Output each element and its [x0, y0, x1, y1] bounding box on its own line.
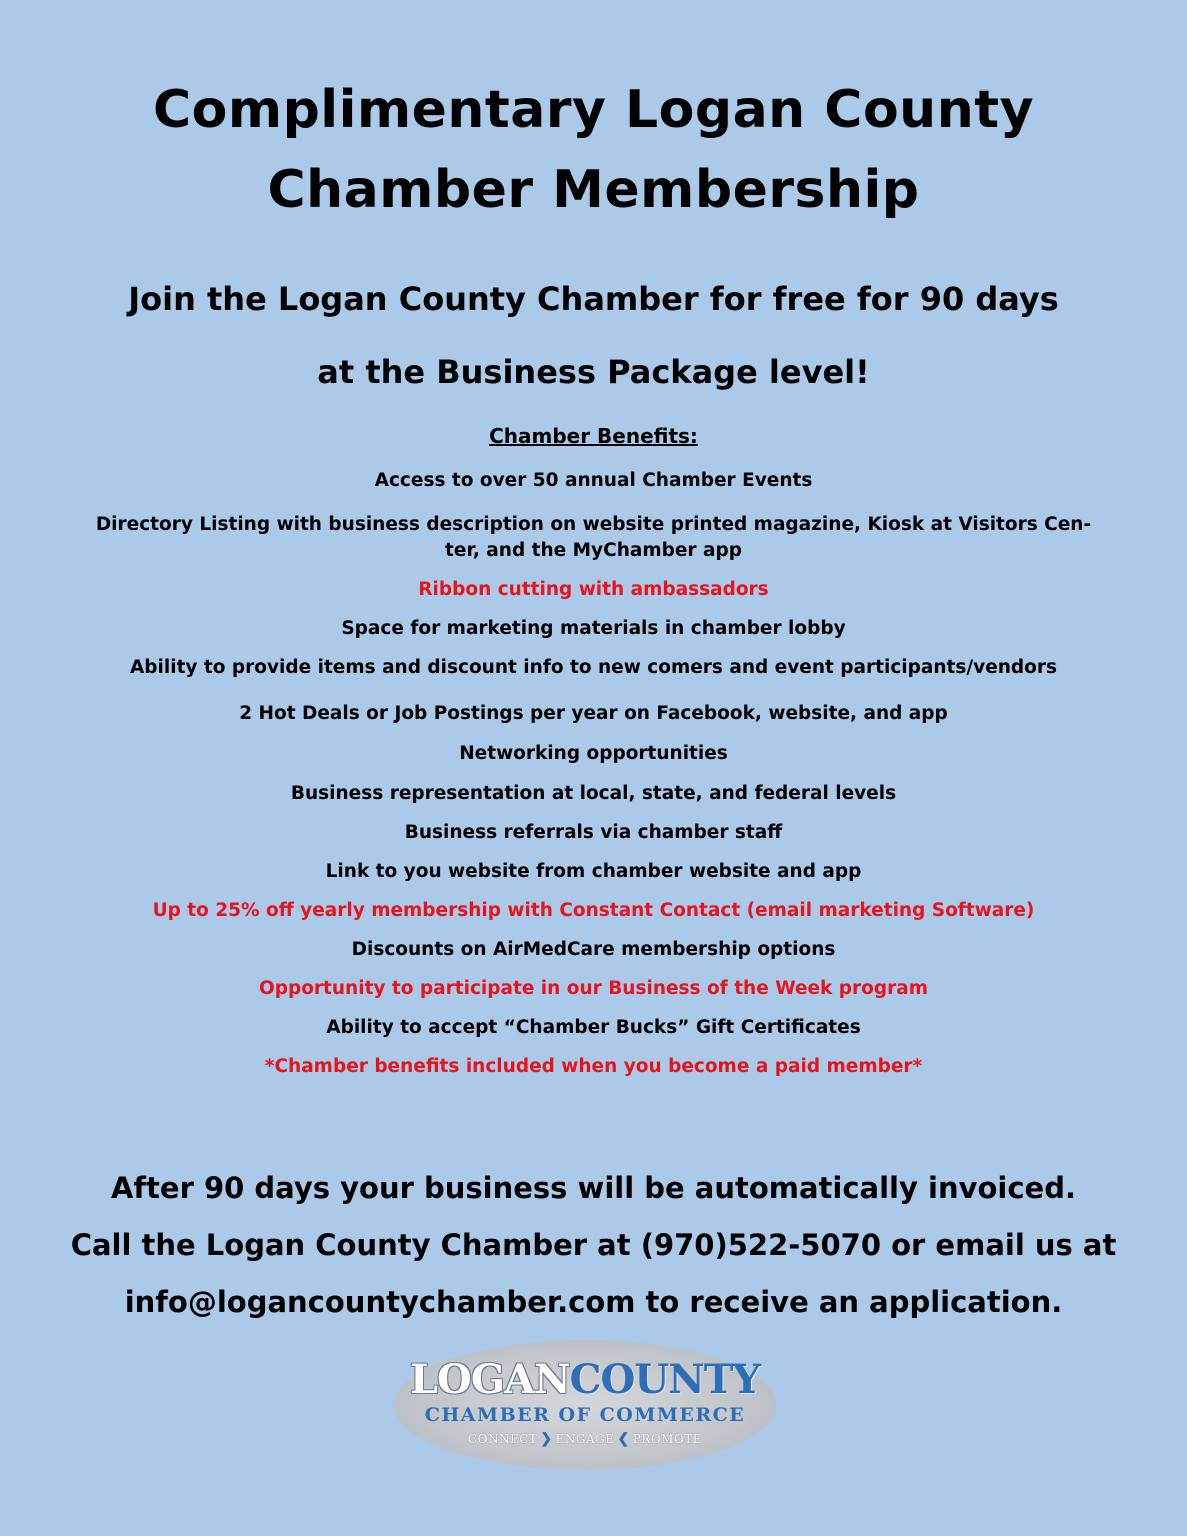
- benefit-text: Up to 25% off yearly membership with Constant Contact (email marketing Software): [152, 900, 1035, 921]
- benefit-text: Business representation at local, state, and federal levels: [290, 783, 897, 804]
- benefit-text: Access to over 50 annual Chamber Events: [374, 470, 813, 491]
- benefit-item: [60, 1054, 1127, 1080]
- benefit-text: Ribbon cutting with ambassadors: [418, 579, 769, 600]
- logo-word-logan: LOGAN: [409, 1356, 570, 1403]
- benefits-heading: Chamber Benefits:: [489, 424, 698, 448]
- benefit-item: [60, 1015, 1127, 1041]
- benefit-item: [60, 655, 1127, 681]
- benefit-text-continued: ter, and the MyChamber app: [445, 540, 742, 561]
- benefit-item: [60, 468, 1127, 494]
- benefit-item: [60, 512, 1127, 564]
- benefit-item: [60, 577, 1127, 603]
- benefit-text: Ability to accept “Chamber Bucks” Gift Certificates: [326, 1017, 861, 1038]
- benefit-item: [60, 616, 1127, 642]
- benefit-item: [60, 937, 1127, 963]
- footer-line-1: After 90 days your business will be automatically invoiced.: [110, 1171, 1076, 1205]
- benefit-text: Space for marketing materials in chamber lobby: [341, 618, 846, 639]
- benefit-text: Link to you website from chamber website and app: [325, 861, 862, 882]
- benefit-text: Discounts on AirMedCare membership options: [351, 939, 836, 960]
- subtitle: [0, 263, 1187, 409]
- logo-tag-promote: PROMOTE: [632, 1432, 703, 1446]
- logo-tag-engage: ENGAGE: [555, 1432, 615, 1446]
- title-line-2: Chamber Membership: [267, 160, 920, 220]
- page-title: [0, 70, 1187, 230]
- benefit-text: *Chamber benefits included when you become a paid member*: [264, 1056, 923, 1077]
- benefit-text: 2 Hot Deals or Job Postings per year on Facebook, website, and app: [239, 703, 948, 724]
- logo-tag-connect: CONNECT: [467, 1432, 538, 1446]
- benefit-item: [60, 701, 1127, 727]
- logo-subtitle: CHAMBER OF COMMERCE: [424, 1404, 746, 1426]
- logo-word-county: COUNTY: [569, 1356, 761, 1403]
- chevron-right-icon: ❯: [540, 1431, 553, 1447]
- benefit-item: [60, 898, 1127, 924]
- footer-text: [0, 1160, 1187, 1331]
- benefit-text: Directory Listing with business description on website printed magazine, Kiosk at Visitors Cen-: [95, 514, 1092, 535]
- footer-line-3: info@logancountychamber.com to receive an application.: [124, 1285, 1063, 1319]
- benefit-item: [60, 976, 1127, 1002]
- benefit-item: [60, 741, 1127, 767]
- subtitle-line-2: at the Business Package level!: [317, 353, 870, 391]
- benefit-item: [60, 820, 1127, 846]
- chamber-logo: [394, 1340, 776, 1470]
- benefit-text: Opportunity to participate in our Business of the Week program: [259, 978, 928, 999]
- benefit-item: [60, 859, 1127, 885]
- benefit-text: Ability to provide items and discount info to new comers and event participants/vendors: [129, 657, 1057, 678]
- benefit-text: Networking opportunities: [459, 743, 728, 764]
- benefit-item: [60, 781, 1127, 807]
- subtitle-line-1: Join the Logan County Chamber for free for 90 days: [128, 280, 1059, 318]
- logo-tagline: [394, 1431, 776, 1447]
- benefit-text: Business referrals via chamber staff: [404, 822, 783, 843]
- footer-line-2: Call the Logan County Chamber at (970)522-5070 or email us at: [70, 1228, 1117, 1262]
- title-line-1: Complimentary Logan County: [153, 80, 1034, 140]
- logo-wordmark: [394, 1358, 776, 1402]
- chevron-left-icon: ❮: [617, 1431, 630, 1447]
